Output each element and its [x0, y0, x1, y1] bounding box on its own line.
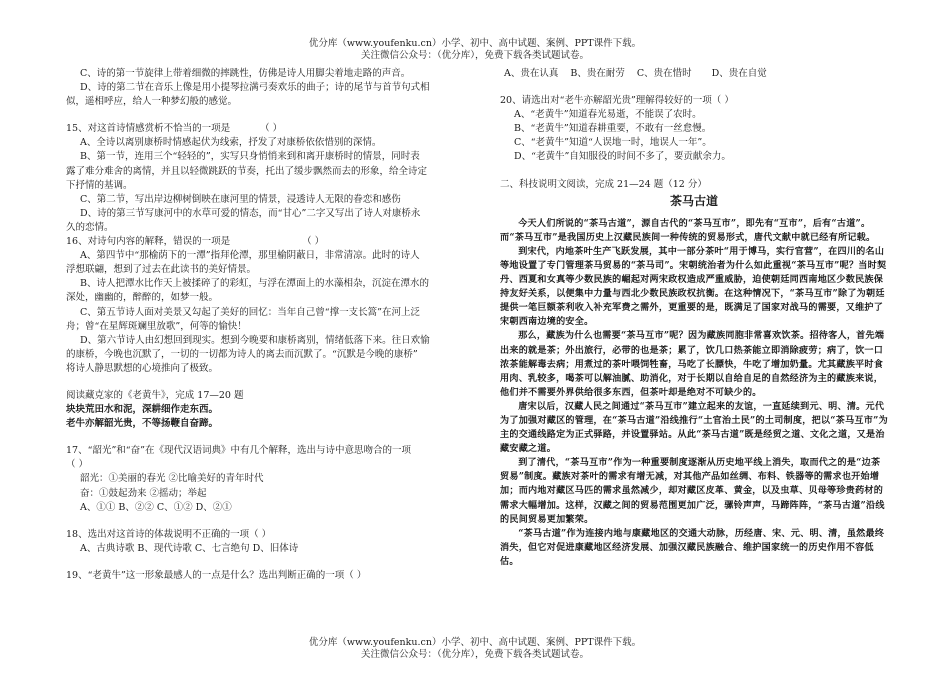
- q20-option: A、“老黄牛”知道春光易逝，不能误了农时。: [514, 109, 702, 121]
- page-header: [0, 38, 950, 62]
- q14-option-c: C、诗的第一节旋律上带着细微的摔跳性，仿佛是诗人用脚尖着地走路的声音。: [80, 68, 411, 79]
- q20-stem: 20、请选出对“老牛亦解韶光贵”理解得较好的一项（ ）: [500, 95, 734, 107]
- q15-line: 露了难分难舍的离情，并且以轻微跳跃的节奏，托出了缓步飘然而去的形象，给全诗定: [66, 165, 428, 177]
- poem-line-2: 老牛亦解韶光贵，不等扬鞭自奋蹄。: [66, 418, 219, 430]
- q14-option-d: D、诗的第二节在音乐上像是用小提琴拉满弓奏欢乐的曲子；诗的尾节与首节句式相: [80, 82, 430, 94]
- section-heading: 二、科技说明文阅读，完成 21—24 题（12 分）: [500, 178, 707, 190]
- q20-option: D、“老黄牛”自知服役的时间不多了，要贡献余力。: [514, 151, 731, 163]
- q20-option: B、“老黄牛”知道春耕重要，不敢有一丝怠慢。: [514, 123, 712, 135]
- article-paragraph: 到了清代，“茶马互市”作为一种重要制度逐渐从历史地平线上消失，取而代之的是“边茶贸易”制度。藏族对茶叶的需求有增无减，对其他产品如丝绸、布料、铁器等的需求也开始增加；而内地对藏区马匹的需求虽然减少，却对藏区皮革、黄金，以及虫草、贝母等珍贵药材的需求大幅增加。这样，汉藏之间的贸易范围更加广泛，骡铃声声，马蹄阵阵，“茶马古道”沿线的民间贸易更加繁荣。: [500, 457, 885, 525]
- poem-line-1: 块块荒田水和泥，深耕细作走东西。: [66, 404, 219, 416]
- q18-stem: 18、选出对这首诗的体裁说明不正确的一项（ ）: [66, 528, 272, 540]
- article-title: 茶马古道: [669, 193, 718, 208]
- q19-option: B、贵在耐劳: [570, 68, 625, 79]
- header-line-2: 关注微信公众号：（优分库），免费下载各类试题试卷。: [360, 50, 589, 61]
- q16-line: D、第六节诗人由幻想回到现实。想到今晚要和康桥离别，情绪低落下来。往日欢愉: [80, 334, 430, 346]
- q19-option: A、贵在认真: [504, 68, 559, 79]
- q19-option: D、贵在自觉: [711, 68, 767, 79]
- footer-line-1: 优分库（www.youfenku.cn）小学、初中、高中试题、案例、PPT课件下载。: [308, 637, 642, 648]
- q19-option: C、贵在惜时: [636, 68, 692, 79]
- article-paragraph: 到宋代，内地茶叶生产飞跃发展，其中一部分茶叶“用于博马，实行官营”，在四川的名山等地设置了专门管理茶马贸易的“茶马司”。宋朝统治者为什么如此重视“茶马互市”呢？当时契丹、西夏和女真等少数民族的崛起对两宋政权造成严重威胁，迫使朝廷同西南地区少数民族保持友好关系，以便集中力量与西北少数民族政权抗衡。在这种情况下，“茶马互市”除了为朝廷提供一笔巨额茶利收入补充军费之需外，更重要的是，既满足了国家对战马的需要，又维护了宋朝西南边境的安全。: [500, 245, 887, 328]
- q15-line: 下抒情的基调。: [66, 179, 133, 191]
- article-paragraph: 唐宋以后，汉藏人民之间通过“茶马互市”建立起来的友谊，一直延续到元、明、清。元代为了加强对藏区的管理，在“茶马古道”沿线推行“土官治土民”的土司制度，把以“茶马互市”为主的交通线路定为正式驿路，并设置驿站。从此“茶马古道”既是经贸之道、文化之道，又是治藏安藏之道。: [500, 400, 888, 455]
- q20-option: C、“老黄牛”知道“人误地一时，地误人一年”。: [514, 137, 712, 149]
- q16-line: C、第五节诗人面对美景又勾起了美好的回忆：当年自己曾“撑一支长篙”在河上泛: [80, 306, 420, 318]
- left-column: [66, 67, 474, 583]
- q16-line: 浮想联翩，想到了过去在此读书的美好情景。: [66, 264, 257, 276]
- q16-line: 的康桥，今晚也沉默了，一切的一切都为诗人的离去而沉默了。“沉默是今晚的康桥”: [66, 348, 418, 360]
- q17-stem: 17、“韶光”和“奋”在《现代汉语词典》中有几个解释，选出与诗中意思吻合的一项: [66, 445, 412, 457]
- q15-line: B、第一节，连用三个“轻轻的”，实写只身悄悄来到和离开康桥时的情景，同时表: [80, 151, 420, 163]
- article-paragraph: 今天人们所说的“茶马古道”，源自古代的“茶马互市”，即先有“互市”，后有“古道”。而“茶马互市”是我国历史上汉藏民族间一种传统的贸易形式，唐代文献中就已经有所记载。: [500, 217, 876, 243]
- q16-line: A、第四节中“那榆荫下的一潭”指拜伦潭，那里榆阴蔽日，非常清凉。此时的诗人: [80, 250, 420, 262]
- q17-options: A、①① B、②② C、①② D、②①: [80, 501, 232, 513]
- q17-definition-1: 韶光：①美丽的春光 ②比喻美好的青年时代: [80, 473, 264, 485]
- q16-line: B、诗人把潭水比作天上被揉碎了的彩虹，与浮在潭面上的水藻相杂，沉淀在潭水的: [80, 278, 429, 290]
- q16-line: 舟；曾“在星辉斑斓里放歌”，何等的愉快！: [66, 320, 247, 332]
- q19-stem: 19、“老黄牛”这一形象最感人的一点是什么？选出判断正确的一项（ ）: [66, 569, 367, 581]
- q15-line: A、全诗以离别康桥时情感起伏为线索，抒发了对康桥依依惜别的深情。: [80, 137, 382, 149]
- q15-line: C、第二节，写出岸边柳树倒映在康河里的情景，浸透诗人无限的眷恋和感伤: [80, 193, 401, 205]
- q16-stem: 16、对诗句内容的解释，错误的一项是 （ ）: [66, 236, 325, 248]
- footer-line-2: 关注微信公众号：（优分库），免费下载各类试题试卷。: [360, 649, 589, 660]
- page-footer: [0, 637, 950, 661]
- article-body: [500, 217, 888, 569]
- q16-line: 深处，幽幽的，醉醉的，如梦一般。: [66, 292, 219, 304]
- poem-intro: 阅读藏克家的《老黄牛》，完成 17—20 题: [66, 389, 244, 401]
- article-paragraph: “茶马古道”作为连接内地与康藏地区的交通大动脉，历经唐、宋、元、明、清，虽然最终消失，但它对促进康藏地区经济发展、加强汉藏民族融合、维护国家统一的历史作用不容低估。: [500, 527, 885, 567]
- q14-option-d-cont: 似，遥相呼应，给人一种梦幻般的感觉。: [66, 96, 238, 108]
- right-column: [500, 67, 888, 569]
- q16-line: 将诗人静思默想的心境推向了极致。: [66, 362, 219, 374]
- q17-stem-paren: （ ）: [66, 459, 89, 471]
- q18-options: A、古典诗歌 B、现代诗歌 C、七言绝句 D、旧体诗: [80, 542, 299, 554]
- article-paragraph: 那么，藏族为什么也需要“茶马互市”呢？因为藏族同胞非常喜欢饮茶。招待客人，首先端出来的就是茶；外出旅行，必带的也是茶；累了，饮几口热茶能立即消除疲劳；病了，饮一口浓茶能解毒去病；用煮过的茶叶喂饲牲畜，马吃了长膘快，牛吃了增加奶量。尤其藏族平时食用肉、乳较多，喝茶可以解油腻、助消化，对于长期以自给自足的自然经济为主的藏族来说，他们并不需要外界供给很多东西，但茶叶却是绝对不可缺少的。: [500, 330, 885, 398]
- header-line-1: 优分库（www.youfenku.cn）小学、初中、高中试题、案例、PPT课件下载。: [308, 38, 642, 49]
- q15-line: 久的恋情。: [66, 221, 114, 233]
- q15-stem: 15、对这首诗情感赏析不恰当的一项是 （ ）: [66, 123, 283, 135]
- q15-line: D、诗的第三节写康河中的水草可爱的情态，而“甘心”二字又写出了诗人对康桥永: [80, 207, 421, 219]
- q17-definition-2: 奋：①鼓起劲来 ②摇动；举起: [80, 487, 207, 499]
- q19-options: [500, 67, 888, 81]
